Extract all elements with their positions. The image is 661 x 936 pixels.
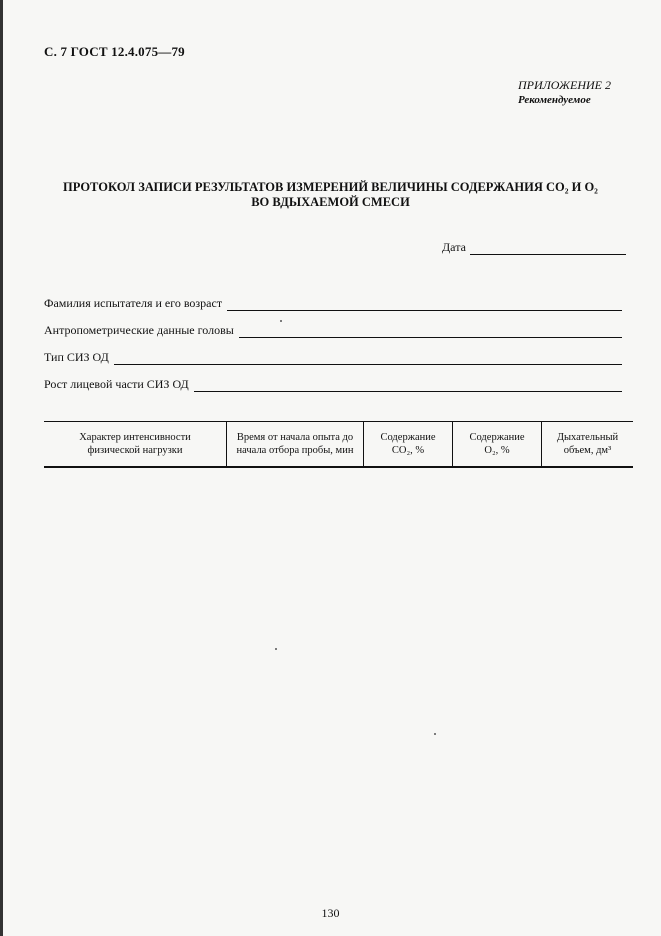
field-label: Тип СИЗ ОД xyxy=(44,350,109,364)
field-blank-line xyxy=(194,380,622,392)
col-header-line: Характер интенсивности xyxy=(79,432,191,443)
field-tester-name-age xyxy=(44,296,622,311)
field-ppe-type xyxy=(44,350,622,365)
col-header-line: Время от начала опыта до xyxy=(236,432,354,443)
col-co2-content xyxy=(364,422,453,468)
field-blank-line xyxy=(227,299,622,311)
col-header-line: объем, дм³ xyxy=(563,445,612,456)
field-blank-line xyxy=(114,353,622,365)
field-blank-line xyxy=(239,326,622,338)
col-header-line: начала отбора пробы, мин xyxy=(236,445,354,456)
protocol-title xyxy=(0,180,661,210)
appendix-block xyxy=(518,78,611,108)
col-tidal-volume xyxy=(542,422,634,468)
field-head-anthropometry xyxy=(44,323,622,338)
col-load-intensity xyxy=(44,422,227,468)
title-line-1: ПРОТОКОЛ ЗАПИСИ РЕЗУЛЬТАТОВ ИЗМЕРЕНИЙ ВЕЛИЧИНЫ СОДЕРЖАНИЯ CO₂ И O₂ xyxy=(63,180,598,194)
col-header-line: Содержание xyxy=(469,432,525,443)
date-blank-line xyxy=(470,242,626,255)
col-header-line: Дыхательный xyxy=(556,432,619,443)
date-label: Дата xyxy=(442,240,466,254)
title-line-2: ВО ВДЫХАЕМОЙ СМЕСИ xyxy=(251,195,410,209)
col-header-line: O₂, % xyxy=(484,445,510,456)
scan-edge xyxy=(0,0,3,936)
page-number: 130 xyxy=(321,906,340,920)
measurements-table xyxy=(44,421,633,468)
col-time-since-start xyxy=(227,422,364,468)
col-header-line: физической нагрузки xyxy=(87,445,183,456)
field-label: Фамилия испытателя и его возраст xyxy=(44,296,223,310)
table-header-row xyxy=(44,422,633,468)
date-row xyxy=(442,240,626,255)
col-header-line: CO₂, % xyxy=(391,445,425,456)
field-facepiece-size xyxy=(44,377,622,392)
scan-speck xyxy=(275,648,277,650)
col-header-line: Содержание xyxy=(380,432,436,443)
scan-speck xyxy=(280,320,282,322)
appendix-note: Рекомендуемое xyxy=(518,94,591,106)
field-label: Антропометрические данные головы xyxy=(44,323,234,337)
document-header: С. 7 ГОСТ 12.4.075—79 xyxy=(44,44,185,59)
scan-speck xyxy=(434,733,436,735)
field-label: Рост лицевой части СИЗ ОД xyxy=(44,377,189,391)
appendix-label: ПРИЛОЖЕНИЕ 2 xyxy=(518,78,611,92)
col-o2-content xyxy=(453,422,542,468)
